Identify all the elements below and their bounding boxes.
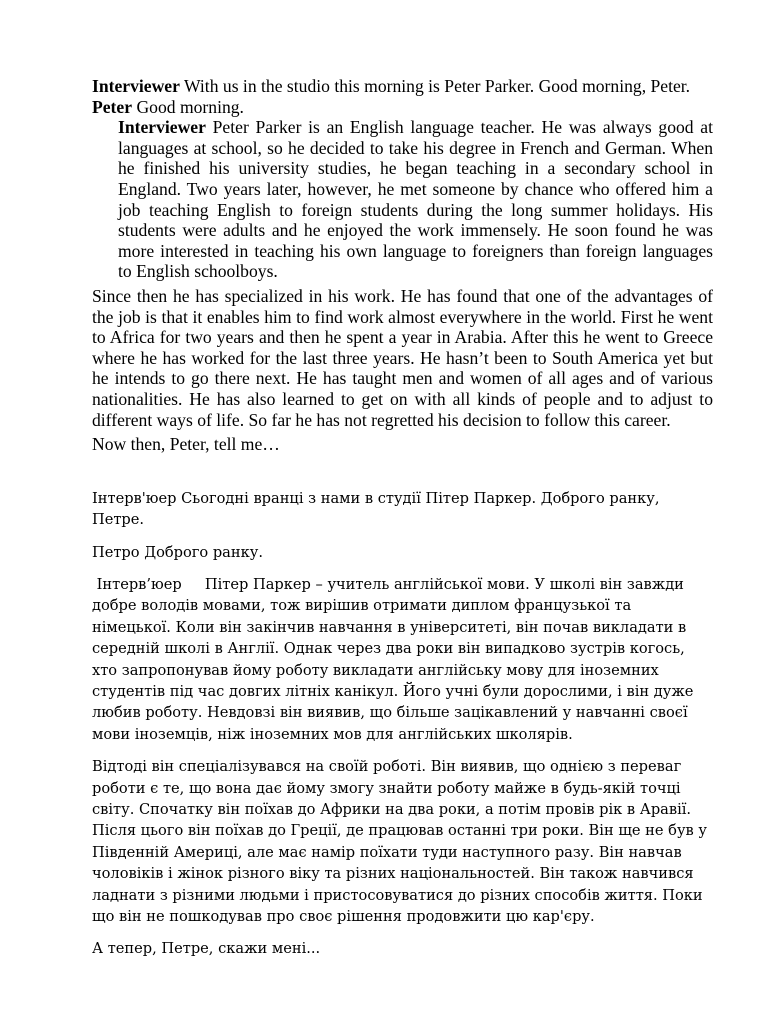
- english-line-interviewer-greeting: [92, 76, 713, 97]
- english-paragraph-1: [92, 117, 713, 282]
- ukrainian-translation: [92, 488, 713, 960]
- ukrainian-paragraph-1: Інтерв’юер Пітер Паркер – учитель англійської мови. У школі він завжди добре володів мовами, тож вирішив отримати диплом французької та німецької. Коли він закінчив навчання в університеті, він почав викладати в середній школі в Англії. Однак через два роки він випадково зустрів когось, хто запропонував йому роботу викладати англійську мову для іноземних студентів під час довгих літніх канікул. Його учні були дорослими, і він дуже любив роботу. Невдовзі він виявив, що більше зацікавлений у навчанні своєї мови іноземців, ніж іноземних мов для англійських школярів.: [92, 575, 699, 743]
- speaker-label-interviewer: Interviewer: [92, 76, 180, 96]
- ukrainian-closing-line: А тепер, Петре, скажи мені...: [92, 940, 321, 958]
- english-line-text: With us in the studio this morning is Peter Parker. Good morning, Peter.: [179, 76, 691, 96]
- ukrainian-line-1: Інтерв'юер Сьогодні вранці з нами в студії Пітер Паркер. Доброго ранку, Петре.: [92, 489, 660, 529]
- english-line-text: Good morning.: [132, 96, 244, 117]
- ukrainian-line-2: Петро Доброго ранку.: [92, 543, 263, 561]
- english-line-peter-reply: [92, 97, 713, 118]
- english-dialogue: [92, 76, 713, 455]
- speaker-label-peter: Peter: [92, 96, 133, 117]
- document-page: [92, 76, 713, 971]
- speaker-label-interviewer: Interviewer: [118, 117, 206, 138]
- english-paragraph-2: Since then he has specialized in his work. He has found that one of the advantages of the job is that it enables him to find work almost everywhere in the world. First he went to Africa for two years and then he spent a year in Arabia. After this he went to Greece where he has worked for the last three years. He hasn’t been to South America yet but he intends to go there next. He has taught men and women of all ages and of various nationalities. He has also learned to get on with all kinds of people and to adjust to different ways of life. So far he has not regretted his decision to follow this career.: [92, 285, 713, 430]
- english-paragraph-1-text: Peter Parker is an English language teacher. He was always good at languages at school, so he decided to take his degree in French and German. When he finished his university studies, he began teaching in a secondary school in England. Two years later, however, he met someone by chance who offered him a job teaching English to foreign students during the long summer holidays. His students were adults and he enjoyed the work immensely. He soon found he was more interested in teaching his own language to foreigners than foreign languages to English schoolboys.: [118, 117, 713, 282]
- english-closing-line: Now then, Peter, tell me…: [92, 434, 280, 455]
- ukrainian-paragraph-2: Відтоді він спеціалізувався на своїй роботі. Він виявив, що однією з переваг роботи є те, що вона дає йому змогу знайти роботу майже в будь-якій точці світу. Спочатку він поїхав до Африки на два роки, а потім провів рік в Аравії. Після цього він поїхав до Греції, де працював останні три роки. Він ще не був у Південній Америці, але має намір поїхати туди наступного разу. Він навчав чоловіків і жінок різного віку та різних національностей. Він також навчився ладнати з різними людьми і пристосовуватися до різних способів життя. Поки що він не пошкодував про своє рішення продовжити цю кар'єру.: [92, 758, 707, 925]
